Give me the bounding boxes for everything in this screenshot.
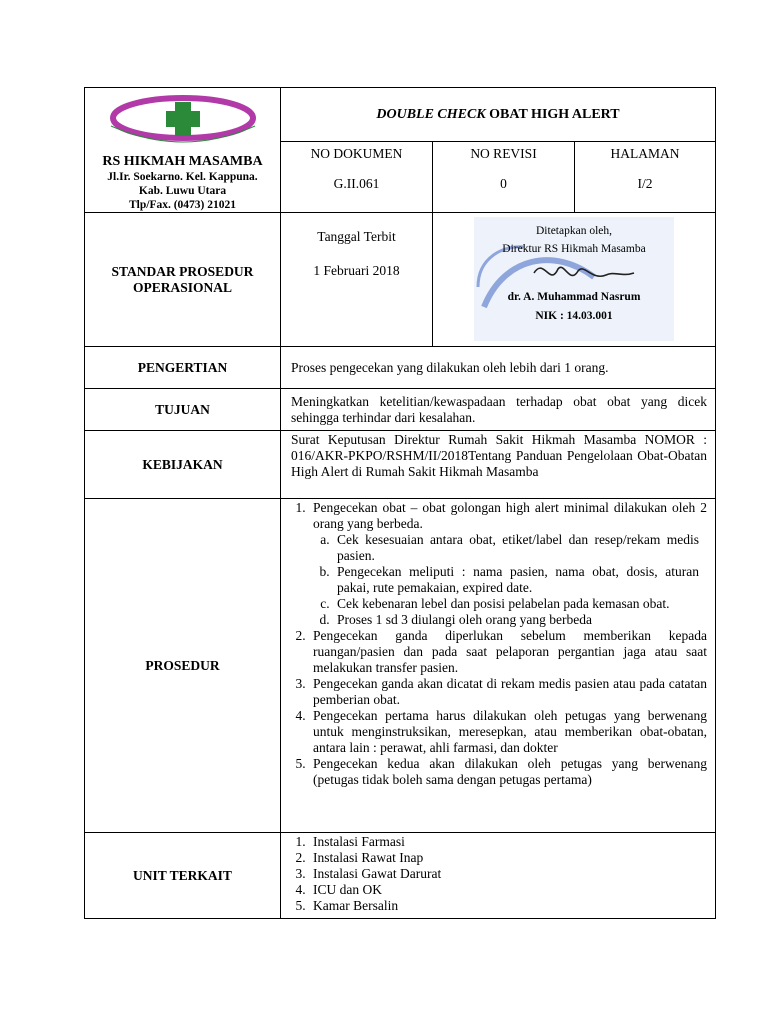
- prosedur-substep: c. Cek kebenaran lebel dan posisi pelabelan pada kemasan obat.: [333, 596, 699, 612]
- prosedur-step: [309, 500, 707, 628]
- hospital-address-line2: Kab. Luwu Utara: [138, 185, 227, 197]
- prosedur-step-text: Pengecekan obat – obat golongan high alert minimal dilakukan oleh 2 orang yang berbeda.: [313, 500, 708, 531]
- hospital-name: RS HIKMAH MASAMBA: [102, 154, 263, 169]
- prosedur-step: 5. Pengecekan kedua akan dilakukan oleh petugas yang berwenang (petugas tidak boleh sama dengan petugas pertama): [309, 756, 707, 788]
- hospital-address-line1: Jl.Ir. Soekarno. Kel. Kappuna.: [107, 171, 258, 183]
- unit-list: [281, 834, 715, 914]
- prosedur-steps: [281, 500, 715, 788]
- document-title: [281, 88, 716, 142]
- kebijakan-label: KEBIJAKAN: [85, 431, 281, 499]
- revision-value: 0: [500, 176, 507, 192]
- tujuan-text: Meningkatkan ketelitian/kewaspadaan terhadap obat obat yang dicek sehingga terhindar dari kesalahan.: [281, 389, 716, 431]
- prosedur-step: 4. Pengecekan pertama harus dilakukan oleh petugas yang berwenang untuk menginstruksikan, meresepkan, atau memberikan obat-obatan, antara lain : perawat, ahli farmasi, dan dokter: [309, 708, 707, 756]
- sop-document: [84, 87, 715, 919]
- title-italic: DOUBLE CHECK: [376, 106, 486, 122]
- unit-label: UNIT TERKAIT: [85, 833, 281, 919]
- prosedur-label: PROSEDUR: [85, 499, 281, 833]
- prosedur-substep: b. Pengecekan meliputi : nama pasien, nama obat, dosis, aturan pakai, rute pemakaian, expired date.: [333, 564, 699, 596]
- approval-stamp: [474, 217, 674, 341]
- stamp-nik: NIK : 14.03.001: [535, 310, 613, 322]
- unit-content: [281, 833, 716, 919]
- unit-item: 2. Instalasi Rawat Inap: [309, 850, 707, 866]
- unit-item: 3. Instalasi Gawat Darurat: [309, 866, 707, 882]
- doc-number-value: G.II.061: [333, 176, 380, 192]
- doc-number-cell: [281, 142, 433, 213]
- stamp-line1: Ditetapkan oleh,: [536, 225, 613, 237]
- page-value: I/2: [637, 176, 653, 192]
- title-rest: OBAT HIGH ALERT: [485, 106, 620, 122]
- pengertian-text: Proses pengecekan yang dilakukan oleh lebih dari 1 orang.: [281, 347, 716, 389]
- unit-item: 1. Instalasi Farmasi: [309, 834, 707, 850]
- issued-label: Tanggal Terbit: [317, 229, 396, 244]
- sop-table: [84, 87, 716, 919]
- approval-stamp-cell: [433, 213, 716, 347]
- revision-cell: [433, 142, 575, 213]
- spo-label: STANDAR PROSEDUR OPERASIONAL: [85, 213, 281, 347]
- prosedur-substep: a. Cek kesesuaian antara obat, etiket/label dan resep/rekam medis pasien.: [333, 532, 699, 564]
- prosedur-substep: d. Proses 1 sd 3 diulangi oleh orang yang berbeda: [333, 612, 699, 628]
- prosedur-substeps: [313, 532, 707, 628]
- page-cell: [575, 142, 716, 213]
- issued-date-cell: [281, 213, 433, 347]
- stamp-line2: Direktur RS Hikmah Masamba: [502, 243, 646, 255]
- hospital-identity: [85, 88, 281, 213]
- stamp-name: dr. A. Muhammad Nasrum: [507, 291, 641, 303]
- prosedur-step: 2. Pengecekan ganda diperlukan sebelum memberikan kepada ruangan/pasien dan pada saat pelaporan pergantian jaga atau saat melakukan transfer pasien.: [309, 628, 707, 676]
- revision-label: NO REVISI: [470, 146, 537, 162]
- prosedur-content: [281, 499, 716, 833]
- prosedur-step: 3. Pengecekan ganda akan dicatat di rekam medis pasien atau pada catatan pemberian obat.: [309, 676, 707, 708]
- unit-item: 4. ICU dan OK: [309, 882, 707, 898]
- page-label: HALAMAN: [610, 146, 680, 162]
- pengertian-label: PENGERTIAN: [85, 347, 281, 389]
- hospital-phone: Tlp/Fax. (0473) 21021: [128, 199, 236, 211]
- issued-value: 1 Februari 2018: [313, 263, 400, 278]
- hospital-logo-icon: [97, 92, 269, 152]
- kebijakan-text: Surat Keputusan Direktur Rumah Sakit Hikmah Masamba NOMOR : 016/AKR-PKPO/RSHM/II/2018Tentang Panduan Pengelolaan Obat-Obatan High Alert di Rumah Sakit Hikmah Masamba: [281, 431, 716, 499]
- tujuan-label: TUJUAN: [85, 389, 281, 431]
- unit-item: 5. Kamar Bersalin: [309, 898, 707, 914]
- doc-number-label: NO DOKUMEN: [310, 146, 403, 162]
